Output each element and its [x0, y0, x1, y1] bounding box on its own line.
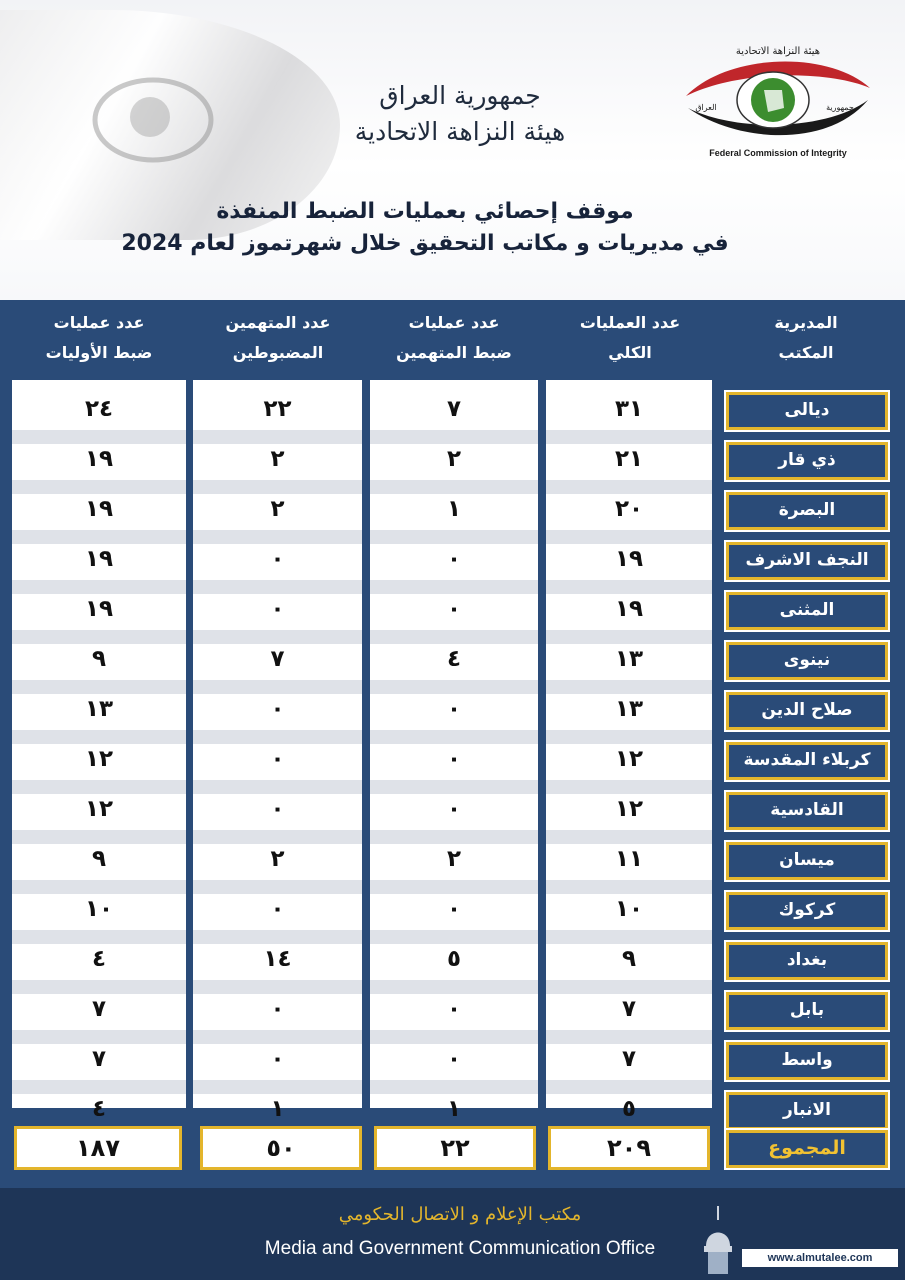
table-cell-evidence-ops: ٤	[91, 1096, 107, 1122]
table-cell-evidence-ops: ١٢	[84, 746, 114, 772]
table-cell-accused-ops: ٢	[446, 846, 462, 872]
logo-text-left: العراق	[695, 103, 717, 112]
total-cell-evidence-ops: ١٨٧	[14, 1126, 182, 1170]
column-header-line: ضبط المتهمين	[396, 343, 512, 362]
table-cell-accused-ops: ٠	[446, 896, 462, 922]
office-label: بابل	[726, 992, 888, 1030]
office-label: نينوى	[726, 642, 888, 680]
logo-text-right: جمهورية	[826, 103, 854, 112]
table-cell-evidence-ops: ١٩	[84, 496, 114, 522]
table-cell-total-ops: ١٠	[614, 896, 644, 922]
office-label: القادسية	[726, 792, 888, 830]
table-cell-total-ops: ٣١	[614, 396, 644, 422]
column-header-line: عدد العمليات	[579, 313, 681, 332]
table-cell-accused: ٠	[270, 796, 285, 822]
commission-logo	[678, 38, 878, 163]
table-cell-evidence-ops: ١٩	[84, 596, 114, 622]
table-cell-evidence-ops: ١٩	[84, 446, 114, 472]
table-cell-total-ops: ١٣	[614, 646, 644, 672]
table-cell-evidence-ops: ١٣	[84, 696, 114, 722]
footer-office-en: Media and Government Communication Office	[264, 1238, 656, 1259]
table-cell-accused-ops: ٠	[446, 1046, 462, 1072]
table-cell-total-ops: ١١	[614, 846, 644, 872]
office-label: صلاح الدين	[726, 692, 888, 730]
column-header	[546, 308, 714, 376]
column-header-line: المكتب	[778, 343, 834, 362]
table-cell-total-ops: ٧	[621, 996, 637, 1022]
office-label: ذي قار	[726, 442, 888, 480]
total-cell-accused-ops: ٢٢	[374, 1126, 536, 1170]
table-cell-accused-ops: ٠	[446, 996, 462, 1022]
table-cell-total-ops: ١٩	[614, 596, 644, 622]
logo-text-en: Federal Commission of Integrity	[709, 148, 847, 158]
table-cell-total-ops: ١٢	[614, 746, 644, 772]
total-label: المجموع	[726, 1130, 888, 1168]
table-cell-accused: ٠	[270, 996, 285, 1022]
column-header	[370, 308, 538, 376]
table-cell-accused: ٢	[270, 846, 285, 872]
table-cell-accused-ops: ١	[446, 1096, 462, 1122]
table-cell-accused-ops: ٥	[446, 946, 462, 972]
page-title	[40, 196, 810, 260]
office-label: النجف الاشرف	[726, 542, 888, 580]
commission-name: هيئة النزاهة الاتحادية	[354, 117, 566, 146]
commission-emblem-watermark	[88, 55, 218, 185]
table-cell-total-ops: ١٣	[614, 696, 644, 722]
table-cell-accused: ٠	[270, 696, 285, 722]
column-header	[722, 308, 890, 376]
office-label: المثنى	[726, 592, 888, 630]
office-label: ديالى	[726, 392, 888, 430]
table-cell-total-ops: ١٩	[614, 546, 644, 572]
table-cell-accused-ops: ٠	[446, 746, 462, 772]
table-cell-accused: ٢	[270, 446, 285, 472]
table-cell-accused-ops: ٧	[446, 396, 462, 422]
table-cell-evidence-ops: ١٠	[84, 896, 114, 922]
table-cell-accused: ٠	[270, 546, 285, 572]
table-cell-evidence-ops: ٩	[91, 646, 107, 672]
issuer-block	[250, 78, 670, 150]
office-label: بغداد	[726, 942, 888, 980]
column-header-line: المديرية	[774, 313, 838, 332]
table-cell-accused-ops: ٢	[446, 446, 462, 472]
table-cell-evidence-ops: ٩	[91, 846, 107, 872]
table-cell-accused: ٠	[270, 746, 285, 772]
office-label: ميسان	[726, 842, 888, 880]
title-line-2: في مديريات و مكاتب التحقيق خلال شهرتموز لعام 2024	[121, 231, 729, 256]
table-cell-accused-ops: ٠	[446, 696, 462, 722]
office-label: البصرة	[726, 492, 888, 530]
table-cell-total-ops: ١٢	[614, 796, 644, 822]
table-cell-evidence-ops: ١٢	[84, 796, 114, 822]
column-header-line: عدد عمليات	[408, 313, 500, 332]
column-header	[14, 308, 184, 376]
total-cell-total-ops: ٢٠٩	[548, 1126, 710, 1170]
table-cell-accused: ١٤	[263, 946, 292, 972]
office-label: الانبار	[726, 1092, 888, 1130]
table-cell-evidence-ops: ٧	[91, 996, 107, 1022]
table-cell-accused: ١	[270, 1096, 285, 1122]
table-cell-accused-ops: ٠	[446, 546, 462, 572]
column-header-line: ضبط الأوليات	[45, 343, 153, 362]
table-cell-accused-ops: ١	[446, 496, 462, 522]
logo-text-top: هيئة النزاهة الاتحادية	[735, 46, 821, 57]
table-cell-total-ops: ٥	[621, 1096, 637, 1122]
office-label: كركوك	[726, 892, 888, 930]
table-cell-accused: ٠	[270, 896, 285, 922]
table-cell-accused: ٧	[270, 646, 285, 672]
table-cell-evidence-ops: ١٩	[84, 546, 114, 572]
statistics-table	[0, 300, 905, 1188]
column-header-line: عدد عمليات	[53, 313, 145, 332]
table-cell-total-ops: ٢١	[614, 446, 644, 472]
table-cell-accused-ops: ٠	[446, 796, 462, 822]
table-cell-evidence-ops: ٢٤	[84, 396, 114, 422]
column-header	[193, 308, 363, 376]
column-header-line: المضبوطين	[232, 343, 324, 362]
total-cell-accused: ٥٠	[200, 1126, 362, 1170]
table-cell-accused-ops: ٠	[446, 596, 462, 622]
footer-office-ar: مكتب الإعلام و الاتصال الحكومي	[338, 1204, 582, 1225]
table-cell-accused: ٠	[270, 1046, 285, 1072]
column-header-line: الكلي	[608, 343, 652, 362]
dome-icon	[700, 1206, 736, 1276]
office-label: كربلاء المقدسة	[726, 742, 888, 780]
office-label: واسط	[726, 1042, 888, 1080]
website-label[interactable]: www.almutalee.com	[742, 1249, 898, 1267]
table-cell-accused: ٠	[270, 596, 285, 622]
table-cell-accused: ٢٢	[263, 396, 292, 422]
table-cell-evidence-ops: ٤	[91, 946, 107, 972]
table-cell-total-ops: ٩	[621, 946, 637, 972]
table-cell-total-ops: ٢٠	[614, 496, 644, 522]
title-line-1: موقف إحصائي بعمليات الضبط المنفذة	[216, 199, 634, 224]
table-cell-accused: ٢	[270, 496, 285, 522]
country-name: جمهورية العراق	[379, 81, 541, 110]
column-header-line: عدد المتهمين	[225, 313, 331, 332]
table-cell-evidence-ops: ٧	[91, 1046, 107, 1072]
table-cell-accused-ops: ٤	[446, 646, 462, 672]
table-cell-total-ops: ٧	[621, 1046, 637, 1072]
page-header	[0, 0, 905, 300]
